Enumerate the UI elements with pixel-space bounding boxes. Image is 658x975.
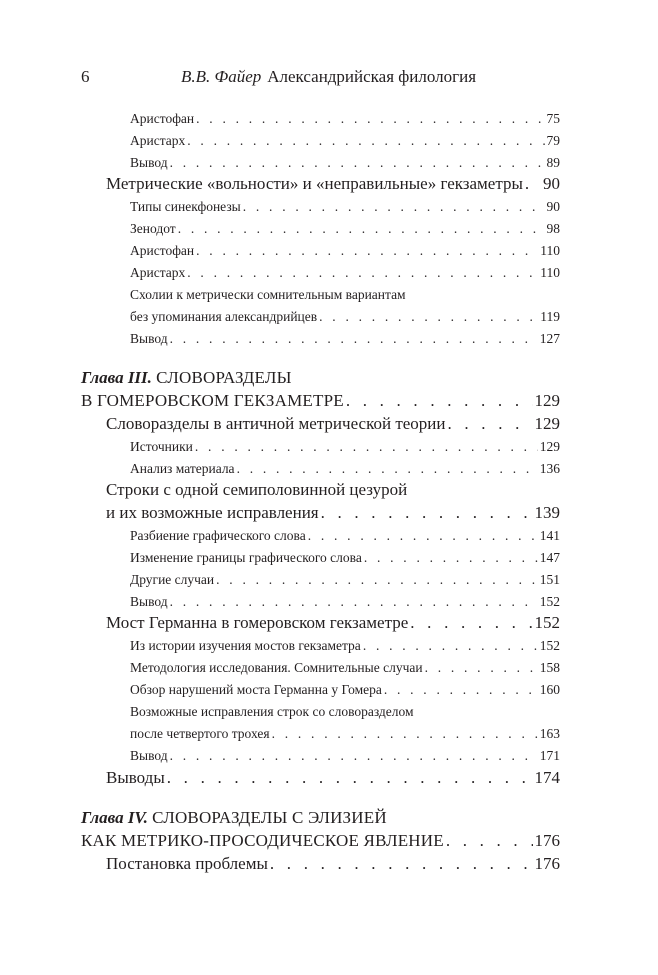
toc-section-entry (106, 768, 560, 788)
toc-entry-title: без упоминания александрийцев (130, 309, 318, 324)
dot-leader (170, 155, 545, 171)
toc-subsection-entry (130, 528, 560, 544)
toc-chapter-entry (81, 391, 560, 411)
toc-page-number: 163 (539, 726, 560, 741)
toc-subsection-entry (130, 309, 560, 325)
toc-section-entry (106, 174, 560, 194)
toc-subsection-entry (130, 726, 560, 742)
dot-leader (308, 528, 538, 544)
toc-subsection-entry (130, 748, 560, 764)
toc-entry-title: после четвертого трохея (130, 726, 270, 741)
dot-leader (167, 768, 533, 788)
toc-entry-title: Аристарх (130, 265, 186, 280)
toc-page-number: 176 (534, 854, 560, 873)
toc-entry-title: Обзор нарушений моста Германна у Гомера (130, 682, 382, 697)
toc-entry-title: Возможные исправления строк со словоразделом (130, 704, 414, 719)
toc-subsection-entry (130, 331, 560, 347)
page-number: 6 (81, 67, 90, 86)
toc-subsection-entry (130, 682, 560, 698)
running-header (81, 67, 560, 91)
toc-page-number: 79 (546, 133, 560, 148)
toc-page-number: 98 (546, 221, 560, 236)
toc-subsection-entry (130, 265, 560, 281)
toc-entry-title: Из истории изучения мостов гекзаметра (130, 638, 361, 653)
toc-entry-title: Другие случаи (130, 572, 215, 587)
toc-page-number: 152 (539, 638, 560, 653)
toc-section-entry (106, 613, 560, 633)
toc-page-number: 151 (539, 572, 560, 587)
toc-subsection-entry (130, 594, 560, 610)
toc-entry-title: Разбиение графического слова (130, 528, 306, 543)
toc-page-number: 171 (539, 748, 560, 763)
toc-entry-title: Метрические «вольности» и «неправильные» гекзаметры (106, 174, 523, 193)
toc-subsection-entry (130, 660, 560, 676)
dot-leader (425, 660, 538, 676)
toc-page-number: 110 (540, 243, 560, 258)
dot-leader (195, 439, 538, 455)
dot-leader (170, 748, 538, 764)
toc-section-entry (106, 414, 560, 434)
toc-page-number: 90 (543, 174, 560, 193)
toc-subsection-entry (130, 638, 560, 654)
toc-entry-title: Мост Германна в гомеровском гекзаметре (106, 613, 409, 632)
toc-entry-title: Типы синекфонезы (130, 199, 241, 214)
toc-page-number: 147 (539, 550, 560, 565)
toc-chapter-entry (81, 831, 560, 851)
dot-leader (187, 265, 538, 281)
toc-chapter-entry (81, 368, 560, 388)
toc-page-number: 174 (534, 768, 560, 787)
toc-subsection-entry (130, 572, 560, 588)
dot-leader (178, 221, 545, 237)
author-name: В.В. Файер (181, 67, 262, 86)
toc-subsection-entry (130, 287, 560, 303)
toc-entry-title: В ГОМЕРОВСКОМ ГЕКЗАМЕТРЕ (81, 391, 344, 410)
toc-subsection-entry (130, 439, 560, 455)
dot-leader (187, 133, 544, 149)
toc-page-number: 136 (539, 461, 560, 476)
toc-entry-title: Вывод (130, 594, 168, 609)
toc-page-number: 176 (534, 831, 560, 850)
dot-leader (170, 594, 538, 610)
toc-entry-title: Вывод (130, 331, 168, 346)
toc-page-number: 90 (546, 199, 560, 214)
toc-entry-title: Методология исследования. Сомнительные случаи (130, 660, 423, 675)
chapter-label: Глава III. (81, 368, 152, 387)
dot-leader (272, 726, 538, 742)
toc-entry-title: Зенодот (130, 221, 176, 236)
dot-leader (346, 391, 533, 411)
toc-page-number: 75 (546, 111, 560, 126)
toc-page-number: 89 (546, 155, 560, 170)
toc-subsection-entry (130, 243, 560, 259)
dot-leader (321, 503, 533, 523)
dot-leader (448, 414, 533, 434)
toc-page-number: 129 (534, 414, 560, 433)
toc-entry-title: Источники (130, 439, 193, 454)
toc-page-number: 158 (539, 660, 560, 675)
toc-subsection-entry (130, 221, 560, 237)
dot-leader (216, 572, 538, 588)
toc-page-number: 152 (539, 594, 560, 609)
dot-leader (270, 854, 533, 874)
toc-page-number: 139 (534, 503, 560, 522)
dot-leader (525, 174, 541, 194)
dot-leader (410, 613, 532, 633)
toc-subsection-entry (130, 199, 560, 215)
dot-leader (319, 309, 538, 325)
toc-subsection-entry (130, 155, 560, 171)
toc-page-number: 129 (534, 391, 560, 410)
toc-entry-title: СЛОВОРАЗДЕЛЫ С ЭЛИЗИЕЙ (152, 808, 387, 827)
chapter-label: Глава IV. (81, 808, 148, 827)
toc-subsection-entry (130, 133, 560, 149)
toc-entry-title: Анализ материала (130, 461, 235, 476)
toc-subsection-entry (130, 111, 560, 127)
toc-subsection-entry (130, 461, 560, 477)
toc-section-entry (106, 854, 560, 874)
toc-entry-title: Строки с одной семиполовинной цезурой (106, 480, 408, 499)
dot-leader (237, 461, 538, 477)
toc-entry-title: Аристарх (130, 133, 186, 148)
dot-leader (384, 682, 538, 698)
toc-entry-title: и их возможные исправления (106, 503, 319, 522)
dot-leader (446, 831, 533, 851)
dot-leader (196, 243, 538, 259)
toc-section-entry (106, 480, 560, 500)
dot-leader (364, 550, 538, 566)
toc-page-number: 129 (539, 439, 560, 454)
toc-page-number: 119 (540, 309, 560, 324)
book-title: Александрийская филология (267, 67, 477, 86)
toc-page-number: 127 (539, 331, 560, 346)
dot-leader (363, 638, 538, 654)
toc-entry-title: Выводы (106, 768, 165, 787)
toc-entry-title: КАК МЕТРИКО-ПРОСОДИЧЕСКОЕ ЯВЛЕНИЕ (81, 831, 444, 850)
toc-entry-title: Аристофан (130, 111, 195, 126)
toc-subsection-entry (130, 550, 560, 566)
toc-page-number: 160 (539, 682, 560, 697)
toc-entry-title: Аристофан (130, 243, 195, 258)
toc-entry-title: Вывод (130, 155, 168, 170)
toc-page-number: 110 (540, 265, 560, 280)
toc-page-number: 152 (534, 613, 560, 632)
toc-entry-title: Словоразделы в античной метрической теории (106, 414, 446, 433)
toc-page-number: 141 (539, 528, 560, 543)
dot-leader (170, 331, 538, 347)
toc-chapter-entry (81, 808, 560, 828)
dot-leader (196, 111, 544, 127)
dot-leader (243, 199, 545, 215)
toc-entry-title: Изменение границы графического слова (130, 550, 362, 565)
toc-entry-title: Постановка проблемы (106, 854, 268, 873)
toc-subsection-entry (130, 704, 560, 720)
toc-entry-title: Вывод (130, 748, 168, 763)
toc-entry-title: Схолии к метрически сомнительным вариантам (130, 287, 406, 302)
toc-section-entry (106, 503, 560, 523)
toc-entry-title: СЛОВОРАЗДЕЛЫ (156, 368, 292, 387)
running-title (181, 67, 476, 87)
